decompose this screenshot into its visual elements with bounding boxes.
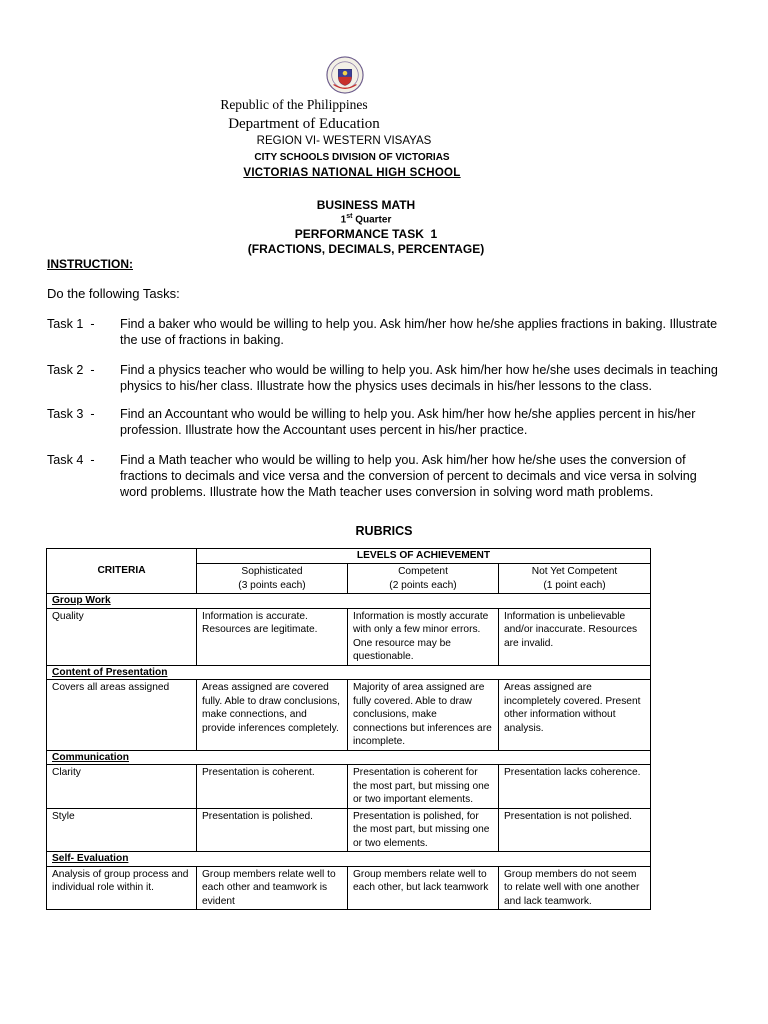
section-group-work: Group Work	[47, 594, 651, 609]
rubrics-title: RUBRICS	[355, 524, 413, 538]
rating-cell: Presentation is polished, for the most part, but missing one or two elements.	[348, 808, 499, 852]
task-item	[47, 406, 727, 438]
table-row	[47, 866, 651, 910]
level-points: (2 points each)	[389, 579, 457, 591]
section-content-of-presentation: Content of Presentation	[47, 665, 651, 680]
rating-cell: Majority of area assigned are fully covered. Able to draw conclusions, make connections but inferences are incomplete.	[348, 680, 499, 751]
task-text: Find a baker who would be willing to help you. Ask him/her how he/she applies fractions in baking. Illustrate the use of fractions in baking.	[120, 317, 718, 347]
section-self-evaluation: Self- Evaluation	[47, 852, 651, 867]
subject-title: BUSINESS MATH	[316, 198, 416, 212]
performance-task-title: PERFORMANCE TASK 1	[294, 227, 438, 241]
rubrics-header-row	[47, 549, 651, 564]
level-points: (1 point each)	[543, 579, 606, 591]
rating-cell: Areas assigned are covered fully. Able to draw conclusions, make connections, and provide inferences completely.	[197, 680, 348, 751]
criterion-cell: Covers all areas assigned	[47, 680, 197, 751]
task-item	[47, 316, 727, 348]
level-points: (3 points each)	[238, 579, 306, 591]
instruction-label: INSTRUCTION:	[47, 257, 133, 271]
rating-cell: Group members relate well to each other and teamwork is evident	[197, 866, 348, 910]
rating-cell: Areas assigned are incompletely covered. Present other information without analysis.	[499, 680, 651, 751]
rating-cell: Presentation lacks coherence.	[499, 765, 651, 809]
section-row	[47, 852, 651, 867]
level-name: Sophisticated	[241, 566, 303, 577]
rubrics-table	[46, 548, 651, 910]
header-division: CITY SCHOOLS DIVISION OF VICTORIAS	[254, 152, 450, 163]
levels-header: LEVELS OF ACHIEVEMENT	[197, 549, 651, 564]
rating-cell: Information is accurate. Resources are legitimate.	[197, 608, 348, 665]
quarter-number: 1	[340, 214, 347, 226]
section-row	[47, 594, 651, 609]
quarter-label	[0, 213, 750, 225]
table-row	[47, 808, 651, 852]
task-label: Task 2 -	[47, 363, 95, 377]
table-row	[47, 680, 651, 751]
header-department: Department of Education	[228, 116, 380, 132]
rating-cell: Presentation is coherent for the most part, but missing one or two important elements.	[348, 765, 499, 809]
rating-cell: Group members relate well to each other, but lack teamwork	[348, 866, 499, 910]
level-name: Not Yet Competent	[531, 566, 618, 577]
quarter-suffix: st	[346, 213, 353, 220]
task-item	[47, 452, 727, 500]
task-text: Find a Math teacher who would be willing to help you. Ask him/her how he/she uses the conversion of fractions to decimals and vice versa and the conversion of percent to decimals and vice versa in solving word problems. Illustrate how the Math teacher uses conversion in solving word math problems.	[120, 453, 697, 499]
quarter-word: Quarter	[355, 214, 392, 226]
lead-text: Do the following Tasks:	[47, 286, 180, 301]
task-label: Task 4 -	[47, 453, 95, 467]
level-competent	[348, 564, 499, 594]
criteria-header: CRITERIA	[47, 549, 197, 594]
level-not-yet-competent	[499, 564, 651, 594]
performance-task-topics: (FRACTIONS, DECIMALS, PERCENTAGE)	[247, 242, 485, 256]
table-row	[47, 765, 651, 809]
header-school: VICTORIAS NATIONAL HIGH SCHOOL	[243, 167, 461, 179]
rating-cell: Information is mostly accurate with only a few minor errors. One resource may be questionable.	[348, 608, 499, 665]
task-label: Task 3 -	[47, 407, 95, 421]
criterion-cell: Clarity	[47, 765, 197, 809]
header-republic: Republic of the Philippines	[220, 97, 368, 112]
level-sophisticated	[197, 564, 348, 594]
section-communication: Communication	[47, 750, 651, 765]
task-text: Find an Accountant who would be willing to help you. Ask him/her how he/she applies percent in his/her profession. Illustrate how the Accountant uses percent in his/her practice.	[120, 407, 696, 437]
header-region: REGION VI- WESTERN VISAYAS	[256, 135, 432, 147]
task-text: Find a physics teacher who would be willing to help you. Ask him/her how he/she uses decimals in teaching physics to his/her class. Illustrate how the physics uses decimals in his/her lessons to the class.	[120, 363, 718, 393]
criterion-cell: Quality	[47, 608, 197, 665]
rating-cell: Presentation is polished.	[197, 808, 348, 852]
level-name: Competent	[398, 566, 448, 577]
task-label: Task 1 -	[47, 317, 95, 331]
rating-cell: Presentation is not polished.	[499, 808, 651, 852]
table-row	[47, 608, 651, 665]
rating-cell: Presentation is coherent.	[197, 765, 348, 809]
rating-cell: Group members do not seem to relate well with one another and lack teamwork.	[499, 866, 651, 910]
section-row	[47, 665, 651, 680]
criterion-cell: Analysis of group process and individual role within it.	[47, 866, 197, 910]
criterion-cell: Style	[47, 808, 197, 852]
deped-seal-icon	[326, 56, 364, 94]
task-item	[47, 362, 727, 394]
section-row	[47, 750, 651, 765]
rating-cell: Information is unbelievable and/or inaccurate. Resources are invalid.	[499, 608, 651, 665]
